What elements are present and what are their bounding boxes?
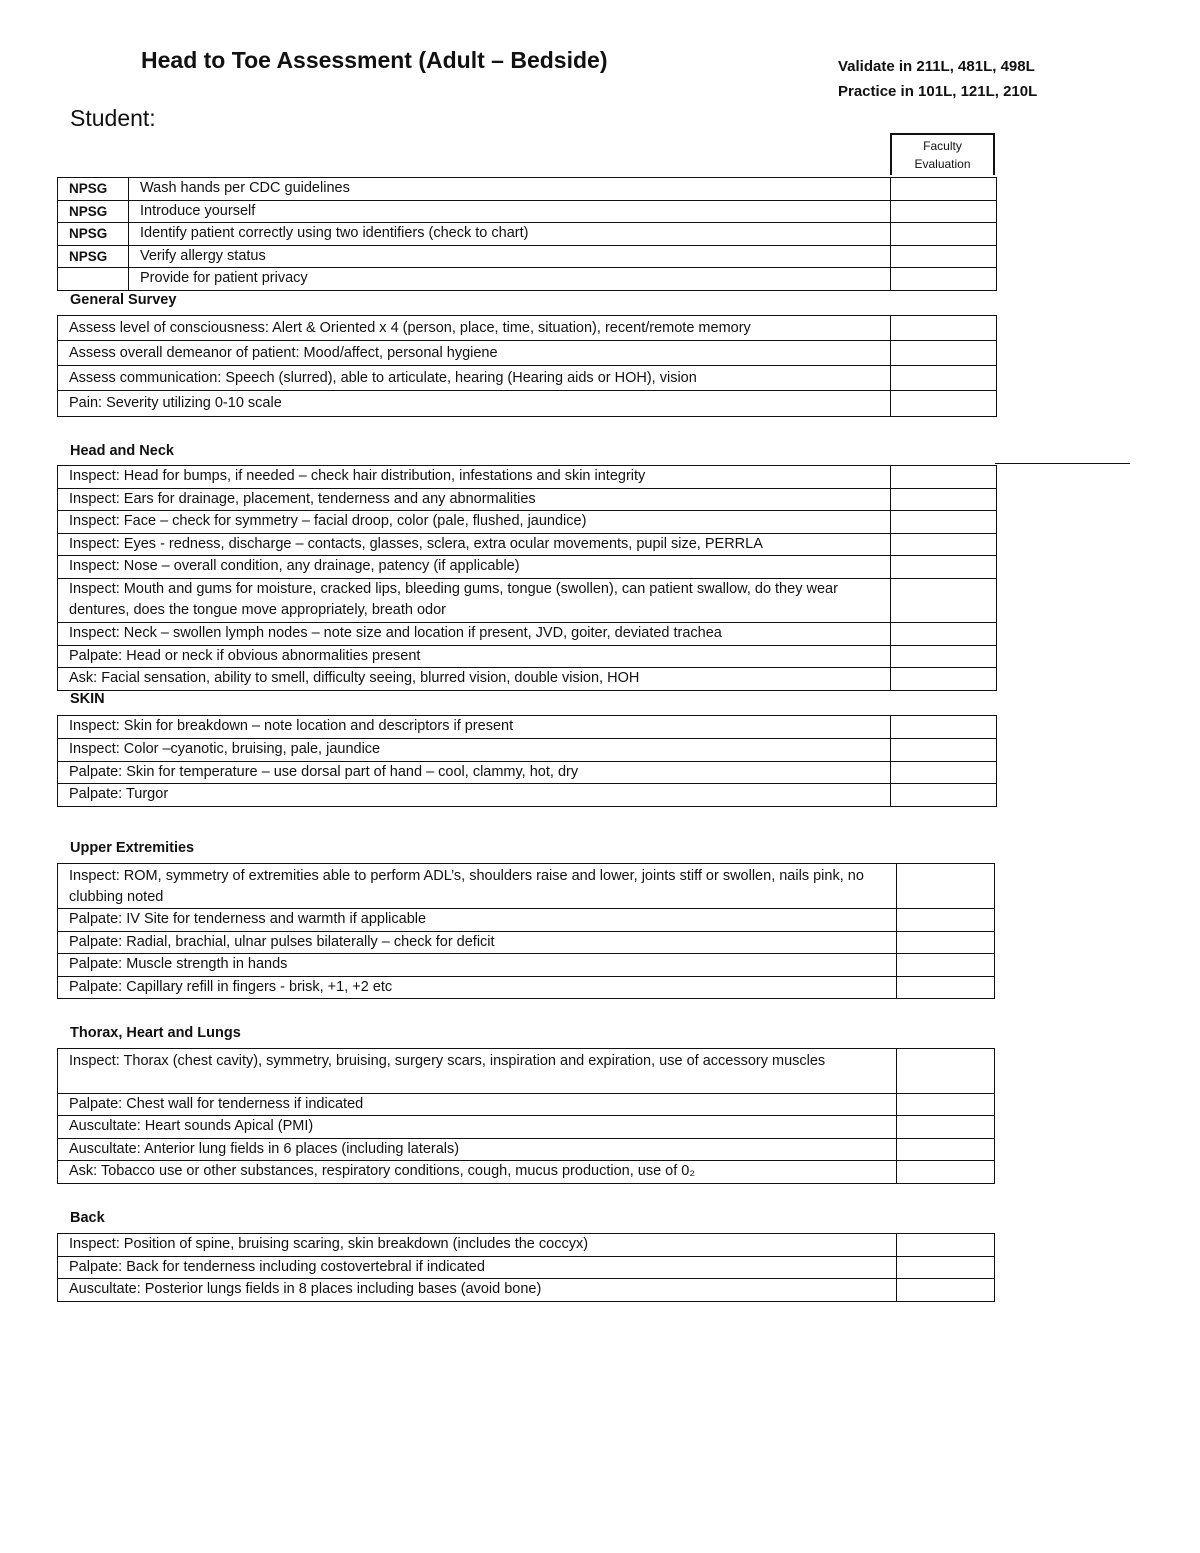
table-row: [58, 341, 997, 366]
evaluation-cell[interactable]: [891, 246, 997, 268]
table-row: [58, 1234, 995, 1257]
checklist-item: Palpate: Skin for temperature – use dorsal part of hand – cool, clammy, hot, dry: [58, 762, 891, 784]
table-row: [58, 646, 997, 668]
table-row: [58, 366, 997, 391]
checklist-item: Auscultate: Posterior lungs fields in 8 places including bases (avoid bone): [58, 1279, 897, 1302]
npsg-code: NPSG: [58, 201, 129, 223]
table-row: [58, 223, 997, 246]
table-row: [58, 1257, 995, 1279]
evaluation-cell[interactable]: [897, 1279, 995, 1302]
checklist-item: Inspect: Head for bumps, if needed – check hair distribution, infestations and skin integrity: [58, 466, 891, 489]
evaluation-cell[interactable]: [897, 1094, 995, 1116]
table-row: [58, 534, 997, 556]
validate-courses: Validate in 211L, 481L, 498L: [838, 58, 1035, 75]
table-row: [58, 178, 997, 201]
checklist-item: Palpate: Capillary refill in fingers - brisk, +1, +2 etc: [58, 977, 897, 999]
page-title: Head to Toe Assessment (Adult – Bedside): [141, 47, 608, 73]
evaluation-cell[interactable]: [891, 739, 997, 762]
checklist-item: Assess level of consciousness: Alert & Oriented x 4 (person, place, time, situation), recent/remote memory: [58, 316, 891, 341]
section-title-skin: SKIN: [70, 691, 105, 707]
checklist-item: Auscultate: Heart sounds Apical (PMI): [58, 1116, 897, 1139]
checklist-item: Palpate: Turgor: [58, 784, 891, 807]
section-title-thorax: Thorax, Heart and Lungs: [70, 1025, 241, 1041]
evaluation-cell[interactable]: [891, 223, 997, 246]
general-survey-table: [57, 315, 997, 417]
evaluation-cell[interactable]: [891, 784, 997, 807]
evaluation-cell[interactable]: [897, 1161, 995, 1184]
evaluation-cell[interactable]: [897, 909, 995, 932]
checklist-item: Inspect: Mouth and gums for moisture, cracked lips, bleeding gums, tongue (swollen), can patient swallow, do they wear dentures, does the tongue move appropriately, breath odor: [58, 579, 891, 623]
checklist-item: Inspect: Position of spine, bruising scaring, skin breakdown (includes the coccyx): [58, 1234, 897, 1257]
head-neck-table: [57, 465, 997, 691]
upper-extremities-table: [57, 863, 995, 999]
faculty-evaluation-header: [890, 133, 995, 175]
checklist-item: Palpate: Chest wall for tenderness if indicated: [58, 1094, 897, 1116]
checklist-item: Palpate: Head or neck if obvious abnormalities present: [58, 646, 891, 668]
checklist-item: Identify patient correctly using two identifiers (check to chart): [129, 223, 891, 246]
npsg-code: NPSG: [58, 223, 129, 246]
checklist-item: Pain: Severity utilizing 0-10 scale: [58, 391, 891, 417]
faculty-header-line1: Faculty: [923, 139, 962, 153]
table-row: [58, 762, 997, 784]
checklist-item: Palpate: Radial, brachial, ulnar pulses bilaterally – check for deficit: [58, 932, 897, 954]
checklist-item: Inspect: Skin for breakdown – note location and descriptors if present: [58, 716, 891, 739]
checklist-item: Inspect: Ears for drainage, placement, tenderness and any abnormalities: [58, 489, 891, 511]
evaluation-cell[interactable]: [897, 1257, 995, 1279]
table-row: [58, 511, 997, 534]
npsg-code: NPSG: [58, 246, 129, 268]
checklist-item: Verify allergy status: [129, 246, 891, 268]
evaluation-cell[interactable]: [897, 932, 995, 954]
practice-courses: Practice in 101L, 121L, 210L: [838, 83, 1038, 100]
table-row: [58, 579, 997, 623]
thorax-table: [57, 1048, 995, 1184]
table-row: [58, 466, 997, 489]
table-row: [58, 316, 997, 341]
evaluation-cell[interactable]: [897, 977, 995, 999]
section-title-back: Back: [70, 1210, 105, 1226]
evaluation-cell[interactable]: [891, 489, 997, 511]
checklist-item: Assess overall demeanor of patient: Mood/affect, personal hygiene: [58, 341, 891, 366]
checklist-item: Provide for patient privacy: [129, 268, 891, 291]
section-title-general-survey: General Survey: [70, 292, 177, 308]
evaluation-cell[interactable]: [891, 534, 997, 556]
evaluation-cell[interactable]: [891, 762, 997, 784]
student-label: Student:: [70, 105, 156, 131]
evaluation-cell[interactable]: [891, 668, 997, 691]
evaluation-cell[interactable]: [891, 201, 997, 223]
table-row: [58, 1049, 995, 1094]
table-row: [58, 909, 995, 932]
table-row: [58, 489, 997, 511]
section-title-upper-extremities: Upper Extremities: [70, 840, 195, 856]
section-title-head-neck: Head and Neck: [70, 443, 174, 459]
checklist-item: Inspect: Face – check for symmetry – facial droop, color (pale, flushed, jaundice): [58, 511, 891, 534]
divider-line: [995, 463, 1130, 464]
evaluation-cell[interactable]: [891, 579, 997, 623]
table-row: [58, 1139, 995, 1161]
evaluation-cell[interactable]: [897, 1116, 995, 1139]
checklist-item: Inspect: Thorax (chest cavity), symmetry, bruising, surgery scars, inspiration and expiration, use of accessory muscles: [58, 1049, 897, 1094]
table-row: [58, 977, 995, 999]
checklist-item: Inspect: Neck – swollen lymph nodes – note size and location if present, JVD, goiter, deviated trachea: [58, 623, 891, 646]
table-row: [58, 246, 997, 268]
table-row: [58, 268, 997, 291]
checklist-item: Palpate: Back for tenderness including costovertebral if indicated: [58, 1257, 897, 1279]
evaluation-cell[interactable]: [891, 623, 997, 646]
evaluation-cell[interactable]: [897, 864, 995, 909]
npsg-code: NPSG: [58, 178, 129, 201]
table-row: [58, 1094, 995, 1116]
checklist-item: Wash hands per CDC guidelines: [129, 178, 891, 201]
table-row: [58, 864, 995, 909]
evaluation-cell[interactable]: [891, 341, 997, 366]
evaluation-cell[interactable]: [891, 366, 997, 391]
table-row: [58, 1161, 995, 1184]
table-row: [58, 201, 997, 223]
table-row: [58, 716, 997, 739]
table-row: [58, 1116, 995, 1139]
evaluation-cell[interactable]: [891, 511, 997, 534]
checklist-item: Auscultate: Anterior lung fields in 6 places (including laterals): [58, 1139, 897, 1161]
evaluation-cell[interactable]: [897, 1049, 995, 1094]
table-row: [58, 668, 997, 691]
checklist-item: Ask: Facial sensation, ability to smell, difficulty seeing, blurred vision, double vision, HOH: [58, 668, 891, 691]
table-row: [58, 556, 997, 579]
checklist-item: Inspect: Color –cyanotic, bruising, pale, jaundice: [58, 739, 891, 762]
evaluation-cell[interactable]: [891, 466, 997, 489]
checklist-item: Assess communication: Speech (slurred), able to articulate, hearing (Hearing aids or HOH), vision: [58, 366, 891, 391]
checklist-item: Palpate: IV Site for tenderness and warmth if applicable: [58, 909, 897, 932]
checklist-item: Palpate: Muscle strength in hands: [58, 954, 897, 977]
evaluation-cell[interactable]: [891, 646, 997, 668]
evaluation-cell[interactable]: [891, 316, 997, 341]
npsg-table: [57, 177, 997, 291]
checklist-item: Inspect: Eyes - redness, discharge – contacts, glasses, sclera, extra ocular movements, pupil size, PERRLA: [58, 534, 891, 556]
table-row: [58, 784, 997, 807]
evaluation-cell[interactable]: [891, 716, 997, 739]
evaluation-cell[interactable]: [891, 391, 997, 417]
evaluation-cell[interactable]: [891, 556, 997, 579]
table-row: [58, 932, 995, 954]
checklist-item: Inspect: ROM, symmetry of extremities able to perform ADL’s, shoulders raise and lower, joints stiff or swollen, nails pink, no clubbing noted: [58, 864, 897, 909]
skin-table: [57, 715, 997, 807]
course-info: [838, 54, 1037, 104]
evaluation-cell[interactable]: [891, 268, 997, 291]
evaluation-cell[interactable]: [897, 954, 995, 977]
table-row: [58, 1279, 995, 1302]
checklist-item: Ask: Tobacco use or other substances, respiratory conditions, cough, mucus production, use of 0₂: [58, 1161, 897, 1184]
evaluation-cell[interactable]: [897, 1234, 995, 1257]
back-table: [57, 1233, 995, 1302]
table-row: [58, 623, 997, 646]
checklist-item: Introduce yourself: [129, 201, 891, 223]
evaluation-cell[interactable]: [897, 1139, 995, 1161]
npsg-code: [58, 268, 129, 291]
evaluation-cell[interactable]: [891, 178, 997, 201]
table-row: [58, 391, 997, 417]
table-row: [58, 954, 995, 977]
faculty-header-line2: Evaluation: [914, 157, 971, 171]
checklist-item: Inspect: Nose – overall condition, any drainage, patency (if applicable): [58, 556, 891, 579]
table-row: [58, 739, 997, 762]
